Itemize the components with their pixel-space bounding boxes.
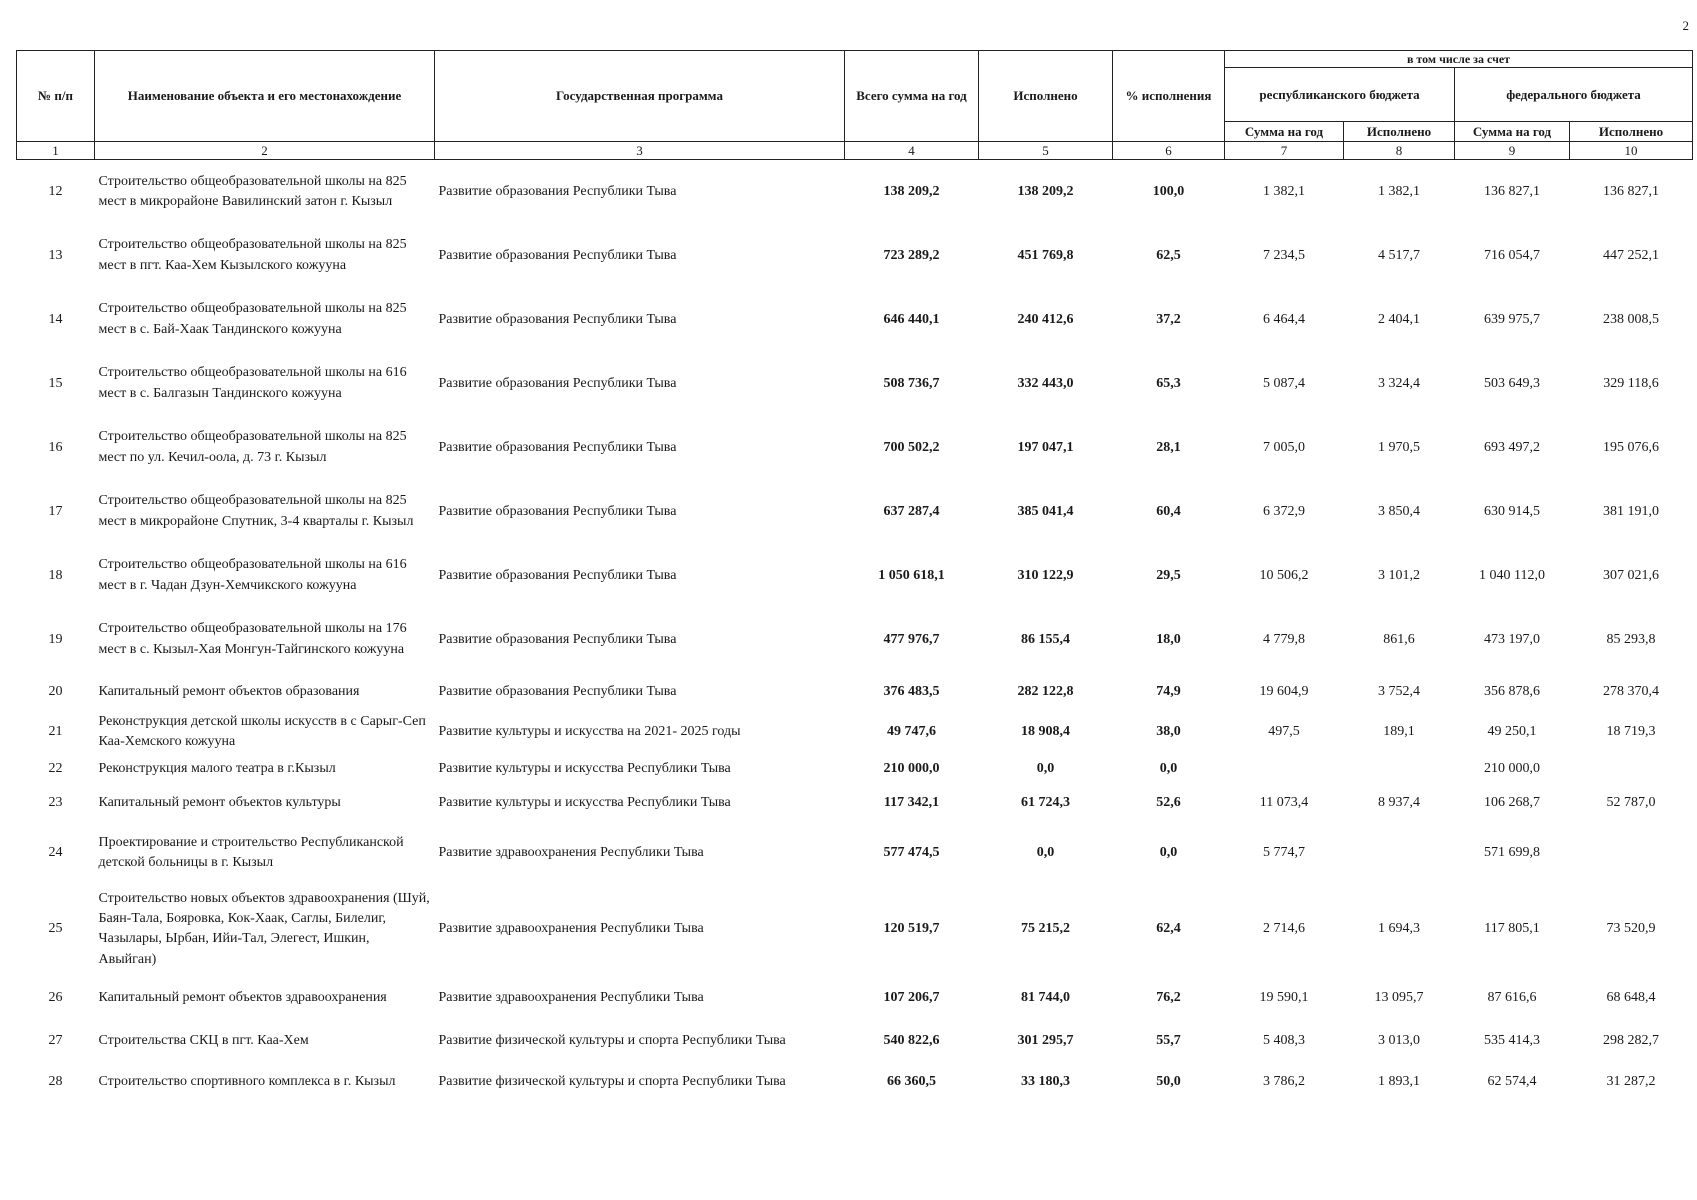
table-body	[17, 160, 1693, 1107]
header-object-name: Наименование объекта и его местонахождение	[95, 51, 435, 142]
fed-budget-executed: 298 282,7	[1603, 1033, 1659, 1049]
header-group: в том числе за счет	[1225, 51, 1693, 68]
total-amount: 66 360,5	[887, 1074, 936, 1090]
program-name: Развитие образования Республики Тыва	[438, 503, 677, 519]
execution-percent: 65,3	[1156, 375, 1181, 391]
total-amount: 477 976,7	[883, 631, 940, 647]
fed-budget-executed: 278 370,4	[1603, 683, 1659, 699]
column-number: 5	[979, 142, 1113, 160]
object-name: Строительство общеобразовательной школы на 825 мест в с. Бай-Хаак Тандинского кожууна	[98, 301, 407, 337]
rep-budget-sum: 19 604,9	[1259, 683, 1309, 699]
program-name: Развитие здравоохранения Республики Тыва	[438, 921, 704, 937]
program-name: Развитие образования Республики Тыва	[438, 311, 677, 327]
row-number: 17	[48, 503, 63, 519]
rep-budget-executed: 3 850,4	[1378, 503, 1420, 519]
table-row	[17, 288, 1693, 352]
column-number: 6	[1113, 142, 1225, 160]
total-amount: 508 736,7	[883, 375, 940, 391]
row-number: 28	[48, 1074, 63, 1090]
column-number: 10	[1570, 142, 1693, 160]
rep-budget-sum: 497,5	[1268, 723, 1300, 739]
fed-budget-executed: 31 287,2	[1606, 1074, 1656, 1090]
executed-amount: 197 047,1	[1017, 439, 1074, 455]
object-name: Капитальный ремонт объектов культуры	[98, 795, 341, 811]
row-number: 12	[48, 183, 63, 199]
table-row	[17, 972, 1693, 1024]
column-number: 3	[435, 142, 845, 160]
fed-budget-executed: 68 648,4	[1606, 990, 1656, 1006]
fed-budget-executed	[1570, 752, 1693, 786]
total-amount: 646 440,1	[883, 311, 940, 327]
object-name: Строительства СКЦ в пгт. Каа-Хем	[98, 1033, 309, 1049]
row-number: 25	[48, 921, 63, 937]
rep-budget-sum: 3 786,2	[1263, 1074, 1305, 1090]
page-number: 2	[1682, 18, 1689, 33]
executed-amount: 301 295,7	[1017, 1033, 1074, 1049]
executed-amount: 310 122,9	[1017, 567, 1074, 583]
rep-budget-executed: 2 404,1	[1378, 311, 1420, 327]
total-amount: 49 747,6	[887, 723, 936, 739]
header-num: № п/п	[17, 51, 95, 142]
column-number: 2	[95, 142, 435, 160]
rep-budget-executed: 1 694,3	[1378, 921, 1420, 937]
total-amount: 210 000,0	[883, 761, 940, 777]
table-row	[17, 1024, 1693, 1058]
total-amount: 107 206,7	[883, 990, 940, 1006]
fed-budget-sum: 639 975,7	[1484, 311, 1540, 327]
rep-budget-executed: 13 095,7	[1374, 990, 1424, 1006]
fed-budget-sum: 210 000,0	[1484, 761, 1540, 777]
fed-budget-sum: 49 250,1	[1487, 723, 1537, 739]
fed-budget-executed: 329 118,6	[1603, 375, 1659, 391]
header-rep-budget: республиканского бюджета	[1225, 68, 1455, 122]
execution-percent: 38,0	[1156, 723, 1181, 739]
program-name: Развитие образования Республики Тыва	[438, 631, 677, 647]
total-amount: 540 822,6	[883, 1033, 940, 1049]
executed-amount: 61 724,3	[1021, 795, 1070, 811]
rep-budget-sum: 6 464,4	[1263, 311, 1305, 327]
total-amount: 138 209,2	[883, 183, 940, 199]
object-name: Строительство спортивного комплекса в г. Кызыл	[98, 1074, 396, 1090]
execution-percent: 52,6	[1156, 795, 1181, 811]
header-total: Всего сумма на год	[845, 51, 979, 142]
program-name: Развитие образования Республики Тыва	[438, 683, 677, 699]
executed-amount: 86 155,4	[1021, 631, 1070, 647]
header-fed-budget: федерального бюджета	[1455, 68, 1693, 122]
rep-budget-executed: 8 937,4	[1378, 795, 1420, 811]
object-name: Строительство общеобразовательной школы на 825 мест по ул. Кечил-оола, д. 73 г. Кызыл	[98, 429, 407, 465]
row-number: 14	[48, 311, 63, 327]
fed-budget-sum: 535 414,3	[1484, 1033, 1540, 1049]
executed-amount: 0,0	[1036, 845, 1055, 861]
execution-percent: 55,7	[1156, 1033, 1181, 1049]
fed-budget-sum: 356 878,6	[1484, 683, 1540, 699]
program-name: Развитие культуры и искусства Республики Тыва	[438, 795, 731, 811]
rep-budget-sum: 4 779,8	[1263, 631, 1305, 647]
column-number: 9	[1455, 142, 1570, 160]
fed-budget-executed: 73 520,9	[1606, 921, 1656, 937]
execution-percent: 29,5	[1156, 567, 1181, 583]
execution-percent: 18,0	[1156, 631, 1181, 647]
fed-budget-sum: 571 699,8	[1484, 845, 1540, 861]
table-row	[17, 416, 1693, 480]
program-name: Развитие образования Республики Тыва	[438, 567, 677, 583]
object-name: Строительство общеобразовательной школы на 825 мест в микрорайоне Вавилинский затон г. Кызыл	[98, 173, 407, 209]
executed-amount: 385 041,4	[1017, 503, 1074, 519]
program-name: Развитие культуры и искусства Республики Тыва	[438, 761, 731, 777]
column-number: 4	[845, 142, 979, 160]
row-number: 27	[48, 1033, 63, 1049]
rep-budget-executed	[1344, 820, 1455, 886]
fed-budget-sum: 1 040 112,0	[1479, 567, 1545, 583]
row-number: 24	[48, 845, 63, 861]
rep-budget-sum: 11 073,4	[1259, 795, 1309, 811]
execution-percent: 76,2	[1156, 990, 1181, 1006]
total-amount: 117 342,1	[883, 795, 940, 811]
program-name: Развитие физической культуры и спорта Республики Тыва	[438, 1033, 786, 1049]
table-row	[17, 820, 1693, 886]
header-percent: % исполнения	[1113, 51, 1225, 142]
fed-budget-executed: 307 021,6	[1603, 567, 1659, 583]
fed-budget-executed: 18 719,3	[1606, 723, 1656, 739]
execution-percent: 50,0	[1156, 1074, 1181, 1090]
rep-budget-executed: 1 382,1	[1378, 183, 1420, 199]
table-row	[17, 480, 1693, 544]
rep-budget-executed: 189,1	[1383, 723, 1415, 739]
object-name: Реконструкция детской школы искусств в с Сарыг-Сеп Каа-Хемского кожууна	[98, 713, 426, 749]
fed-budget-executed: 52 787,0	[1606, 795, 1656, 811]
program-name: Развитие физической культуры и спорта Республики Тыва	[438, 1074, 786, 1090]
object-name: Проектирование и строительство Республиканской детской больницы в г. Кызыл	[98, 834, 404, 871]
object-name: Капитальный ремонт объектов образования	[98, 683, 360, 699]
rep-budget-sum: 1 382,1	[1263, 183, 1305, 199]
row-number: 23	[48, 795, 63, 811]
budget-table	[16, 50, 1693, 1106]
header-rep-sum: Сумма на год	[1225, 122, 1344, 142]
fed-budget-executed: 238 008,5	[1603, 311, 1659, 327]
total-amount: 577 474,5	[883, 845, 940, 861]
table-row	[17, 712, 1693, 753]
execution-percent: 37,2	[1156, 311, 1181, 327]
program-name: Развитие культуры и искусства на 2021- 2025 годы	[438, 723, 741, 739]
executed-amount: 75 215,2	[1021, 921, 1070, 937]
rep-budget-executed: 1 970,5	[1378, 439, 1420, 455]
total-amount: 376 483,5	[883, 683, 940, 699]
object-name: Строительство общеобразовательной школы на 616 мест в г. Чадан Дзун-Хемчикского кожууна	[98, 557, 407, 593]
total-amount: 120 519,7	[883, 921, 940, 937]
program-name: Развитие образования Республики Тыва	[438, 439, 677, 455]
fed-budget-executed: 381 191,0	[1603, 503, 1659, 519]
executed-amount: 0,0	[1036, 761, 1055, 777]
fed-budget-sum: 87 616,6	[1487, 990, 1537, 1006]
fed-budget-sum: 473 197,0	[1484, 631, 1540, 647]
row-number: 20	[48, 683, 63, 699]
header-done: Исполнено	[979, 51, 1113, 142]
fed-budget-sum: 503 649,3	[1484, 375, 1540, 391]
rep-budget-executed: 1 893,1	[1378, 1074, 1420, 1090]
execution-percent: 62,5	[1156, 247, 1181, 263]
rep-budget-sum	[1225, 752, 1344, 786]
object-name: Строительство общеобразовательной школы на 616 мест в с. Балгазын Тандинского кожууна	[98, 365, 407, 401]
executed-amount: 138 209,2	[1017, 183, 1074, 199]
execution-percent: 100,0	[1152, 183, 1185, 199]
object-name: Строительство общеобразовательной школы на 825 мест в микрорайоне Спутник, 3-4 кварталы г. Кызыл	[98, 493, 414, 529]
table-row	[17, 352, 1693, 416]
rep-budget-sum: 5 774,7	[1263, 845, 1305, 861]
row-number: 15	[48, 375, 63, 391]
row-number: 26	[48, 990, 63, 1006]
execution-percent: 0,0	[1159, 845, 1178, 861]
header-fed-done: Исполнено	[1570, 122, 1693, 142]
row-number: 16	[48, 439, 63, 455]
program-name: Развитие здравоохранения Республики Тыва	[438, 990, 704, 1006]
rep-budget-executed: 4 517,7	[1378, 247, 1420, 263]
rep-budget-sum: 6 372,9	[1263, 503, 1305, 519]
fed-budget-sum: 117 805,1	[1484, 921, 1540, 937]
executed-amount: 451 769,8	[1017, 247, 1074, 263]
header-fed-sum: Сумма на год	[1455, 122, 1570, 142]
rep-budget-executed: 3 324,4	[1378, 375, 1420, 391]
execution-percent: 28,1	[1156, 439, 1181, 455]
table-row	[17, 608, 1693, 672]
fed-budget-executed: 85 293,8	[1606, 631, 1656, 647]
fed-budget-sum: 62 574,4	[1487, 1074, 1537, 1090]
executed-amount: 33 180,3	[1021, 1074, 1070, 1090]
table-row	[17, 224, 1693, 288]
header-rep-done: Исполнено	[1344, 122, 1455, 142]
fed-budget-sum: 136 827,1	[1484, 183, 1540, 199]
table-row	[17, 544, 1693, 608]
object-name: Строительство общеобразовательной школы на 825 мест в пгт. Каа-Хем Кызылского кожууна	[98, 237, 407, 273]
object-name: Реконструкция малого театра в г.Кызыл	[98, 761, 336, 777]
rep-budget-sum: 10 506,2	[1259, 567, 1309, 583]
rep-budget-executed: 3 013,0	[1378, 1033, 1420, 1049]
executed-amount: 81 744,0	[1021, 990, 1070, 1006]
table-row	[17, 1058, 1693, 1106]
header-program: Государственная программа	[435, 51, 845, 142]
table-row	[17, 752, 1693, 786]
total-amount: 637 287,4	[883, 503, 940, 519]
rep-budget-sum: 5 408,3	[1263, 1033, 1305, 1049]
row-number: 19	[48, 631, 63, 647]
execution-percent: 0,0	[1159, 761, 1178, 777]
object-name: Капитальный ремонт объектов здравоохранения	[98, 990, 387, 1006]
rep-budget-sum: 2 714,6	[1263, 921, 1305, 937]
column-number: 7	[1225, 142, 1344, 160]
row-number: 22	[48, 761, 63, 777]
table-row	[17, 672, 1693, 712]
executed-amount: 240 412,6	[1017, 311, 1074, 327]
rep-budget-executed	[1344, 752, 1455, 786]
total-amount: 1 050 618,1	[878, 567, 945, 583]
table-row	[17, 160, 1693, 224]
fed-budget-sum: 716 054,7	[1484, 247, 1540, 263]
executed-amount: 332 443,0	[1017, 375, 1074, 391]
executed-amount: 282 122,8	[1017, 683, 1074, 699]
executed-amount: 18 908,4	[1021, 723, 1070, 739]
rep-budget-sum: 7 234,5	[1263, 247, 1305, 263]
program-name: Развитие образования Республики Тыва	[438, 183, 677, 199]
total-amount: 723 289,2	[883, 247, 940, 263]
fed-budget-sum: 106 268,7	[1484, 795, 1540, 811]
total-amount: 700 502,2	[883, 439, 940, 455]
execution-percent: 62,4	[1156, 921, 1181, 937]
row-number: 18	[48, 567, 63, 583]
fed-budget-executed: 195 076,6	[1603, 439, 1659, 455]
program-name: Развитие здравоохранения Республики Тыва	[438, 845, 704, 861]
rep-budget-sum: 5 087,4	[1263, 375, 1305, 391]
program-name: Развитие образования Республики Тыва	[438, 375, 677, 391]
column-number: 8	[1344, 142, 1455, 160]
column-numbers-row	[17, 142, 1693, 160]
rep-budget-sum: 19 590,1	[1259, 990, 1309, 1006]
fed-budget-executed: 136 827,1	[1603, 183, 1659, 199]
rep-budget-executed: 3 101,2	[1378, 567, 1420, 583]
execution-percent: 60,4	[1156, 503, 1181, 519]
table-row	[17, 786, 1693, 820]
object-name: Строительство новых объектов здравоохранения (Шуй, Баян-Тала, Бояровка, Кок-Хаак, Саглы, Билелиг, Чазылары, Ырбан, Ийи-Тал, Элегест, Ишкин, Авыйган)	[98, 890, 430, 967]
fed-budget-executed	[1570, 820, 1693, 886]
object-name: Строительство общеобразовательной школы на 176 мест в с. Кызыл-Хая Монгун-Тайгинского кожууна	[98, 621, 407, 657]
program-name: Развитие образования Республики Тыва	[438, 247, 677, 263]
rep-budget-sum: 7 005,0	[1263, 439, 1305, 455]
rep-budget-executed: 3 752,4	[1378, 683, 1420, 699]
row-number: 13	[48, 247, 63, 263]
fed-budget-executed: 447 252,1	[1603, 247, 1659, 263]
table-row	[17, 886, 1693, 972]
row-number: 21	[48, 723, 63, 739]
fed-budget-sum: 630 914,5	[1484, 503, 1540, 519]
fed-budget-sum: 693 497,2	[1484, 439, 1540, 455]
execution-percent: 74,9	[1156, 683, 1181, 699]
column-number: 1	[17, 142, 95, 160]
table-header	[17, 51, 1693, 160]
rep-budget-executed: 861,6	[1383, 631, 1415, 647]
